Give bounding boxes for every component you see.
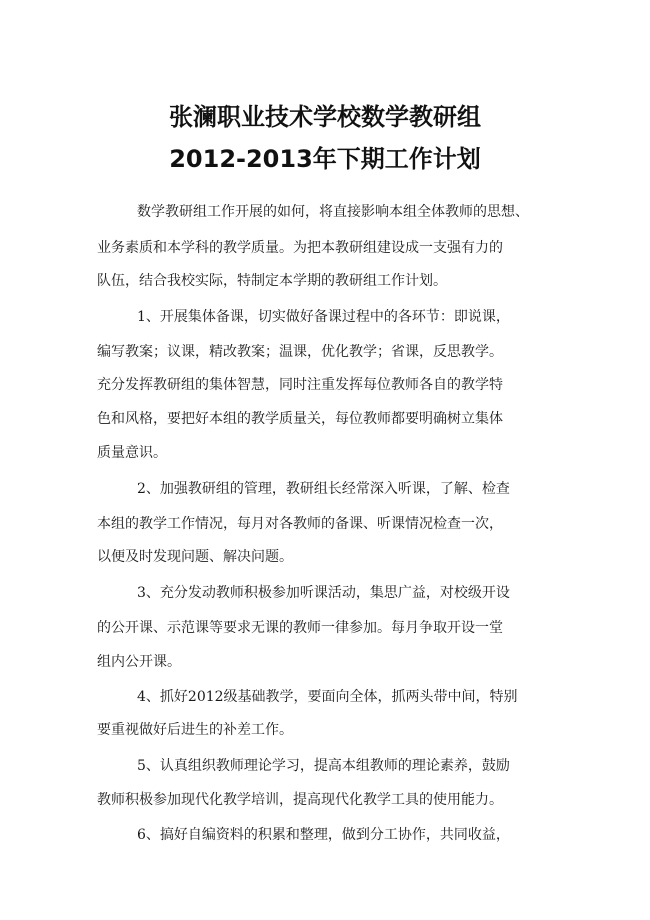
body-line-18: 教师积极参加现代化教学培训，提高现代化教学工具的使用能力。 <box>97 792 503 808</box>
body-line-11: 以便及时发现问题、解决问题。 <box>97 549 293 565</box>
body-line-5: 编写教案；议课，精改教案；温课，优化教学；省课，反思教学。 <box>97 344 503 360</box>
body-line-15: 4、抓好2012级基础教学，要面向全体，抓两头带中间，特别 <box>137 689 518 705</box>
body-line-13: 的公开课、示范课等要求无课的教师一律参加。每月争取开设一堂 <box>97 620 503 636</box>
body-line-19: 6、搞好自编资料的积累和整理，做到分工协作，共同收益， <box>137 827 510 843</box>
body-line-14: 组内公开课。 <box>97 654 181 670</box>
body-line-9: 2、加强教研组的管理，教研组长经常深入听课，了解、检查 <box>137 481 510 497</box>
body-line-6: 充分发挥教研组的集体智慧，同时注重发挥每位教师各自的教学特 <box>97 377 503 393</box>
body-line-3: 队伍，结合我校实际，特制定本学期的教研组工作计划。 <box>97 273 447 289</box>
body-line-10: 本组的教学工作情况，每月对各教师的备课、听课情况检查一次， <box>97 516 503 532</box>
body-line-16: 要重视做好后进生的补差工作。 <box>97 722 293 738</box>
document-title-line-1: 张澜职业技术学校数学教研组 <box>169 103 481 131</box>
body-line-8: 质量意识。 <box>97 445 167 461</box>
body-line-4: 1、开展集体备课，切实做好备课过程中的各环节：即说课， <box>137 309 510 325</box>
document-title-line-2: 2012-2013年下期工作计划 <box>169 145 481 173</box>
body-line-1: 数学教研组工作开展的如何，将直接影响本组全体教师的思想、 <box>137 204 529 220</box>
body-line-12: 3、充分发动教师积极参加听课活动，集思广益，对校级开设 <box>137 585 510 601</box>
body-line-7: 色和风格，要把好本组的教学质量关，每位教师都要明确树立集体 <box>97 411 503 427</box>
body-line-17: 5、认真组织教师理论学习，提高本组教师的理论素养，鼓励 <box>137 758 510 774</box>
body-line-2: 业务素质和本学科的教学质量。为把本教研组建设成一支强有力的 <box>97 240 503 256</box>
